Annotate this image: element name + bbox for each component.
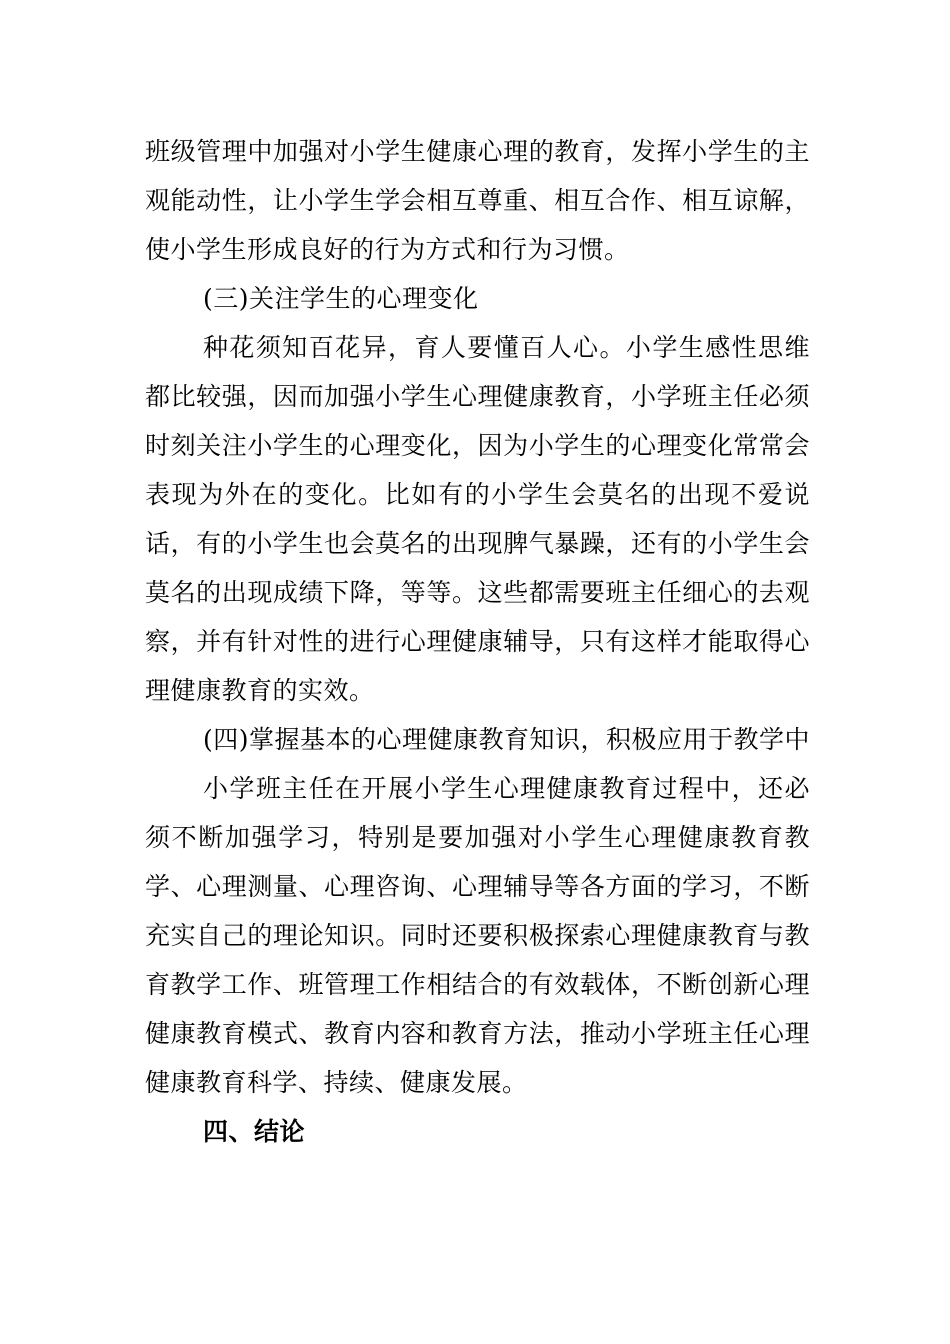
section-heading-conclusion: 四、结论 [203,1117,306,1146]
subheading-four: (四)掌握基本的心理健康教育知识，积极应用于教学中 [203,725,811,754]
paragraph-observe-changes: 种花须知百花异，育人要懂百人心。小学生感性思维都比较强，因而加强小学生心理健康教育，小学班主任必须时刻关注小学生的心理变化，因为小学生的心理变化常常会表现为外在的变化。比如有的小学生会莫名的出现不爱说话，有的小学生也会莫名的出现脾气暴躁，还有的小学生会莫名的出现成绩下降，等等。这些都需要班主任细心的去观察，并有针对性的进行心理健康辅导，只有这样才能取得心理健康教育的实效。 [145,333,810,705]
subheading-three: (三)关注学生的心理变化 [203,284,479,313]
document-page [145,127,810,1156]
paragraph-knowledge: 小学班主任在开展小学生心理健康教育过程中，还必须不断加强学习，特别是要加强对小学生心理健康教育教学、心理测量、心理咨询、心理辅导等各方面的学习，不断充实自己的理论知识。同时还要积极探索心理健康教育与教育教学工作、班管理工作相结合的有效载体，不断创新心理健康教育模式、教育内容和教育方法，推动小学班主任心理健康教育科学、持续、健康发展。 [145,774,810,1097]
paragraph-continued: 班级管理中加强对小学生健康心理的教育，发挥小学生的主观能动性，让小学生学会相互尊重、相互合作、相互谅解，使小学生形成良好的行为方式和行为习惯。 [145,137,810,264]
